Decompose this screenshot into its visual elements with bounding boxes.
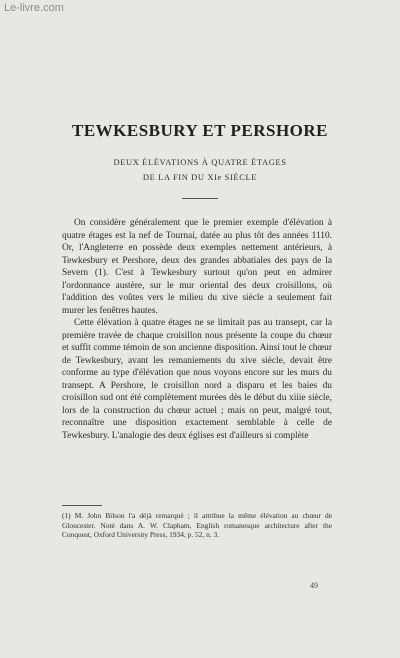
footnote: (1) M. John Bilson l'a déjà remarqué ; il attribue la même élévation au chœur de Gloucester. Noté dans A. W. Clapham, English romanesque architecture after the Conquest, Oxford University Press, 1934, p. 52, n. 3. — [62, 511, 332, 539]
body-paragraph-2: Cette élévation à quatre étages ne se limitait pas au transept, car la première travée de chaque croisillon nous présente la coupe du chœur et suffit comme témoin de son ancienne disposition. Ainsi tout le chœur de Tewkesbury, avant les remaniements du xive siècle, devait être conforme au type d'élévation que nous voyons encore sur les murs du transept. A Pershore, le croisillon nord a disparu et les baies du croisillon sud ont été complètement murées dès le début du xiiie siècle, lors de la construction du chœur actuel ; mais on peut, malgré tout, reconnaître une disposition exactement semblable à celle de Tewkesbury. L'analogie des deux églises est d'ailleurs si complète — [62, 318, 332, 441]
watermark-text: Le-livre.com — [4, 2, 64, 14]
article-title: TEWKESBURY ET PERSHORE — [71, 121, 329, 140]
article-subtitle-line2: DE LA FIN DU XIe SIÈCLE — [142, 172, 258, 182]
title-divider — [182, 198, 218, 199]
article-subtitle-line1: DEUX ÉLÉVATIONS À QUATRE ÉTAGES — [113, 157, 287, 167]
body-paragraph-1: On considère généralement que le premier exemple d'élévation à quatre étages est la nef de Tournai, datée au plus tôt des années 1110. Or, l'Angleterre en possède deux exemples nettement antérieurs, à Tewkesbury et Pershore, deux des grandes abbatiales des pays de la Severn (1). C'est à Tewkesbury surtout qu'on peut en admirer l'ordonnance austère, sur le mur oriental des deux croisillons, où l'addition des voûtes vers le milieu du xive siècle a seulement fait murer les fenêtres hautes. — [62, 218, 332, 316]
footnote-divider — [62, 505, 102, 506]
article-body — [62, 217, 332, 442]
page-number: 49 — [310, 581, 318, 590]
